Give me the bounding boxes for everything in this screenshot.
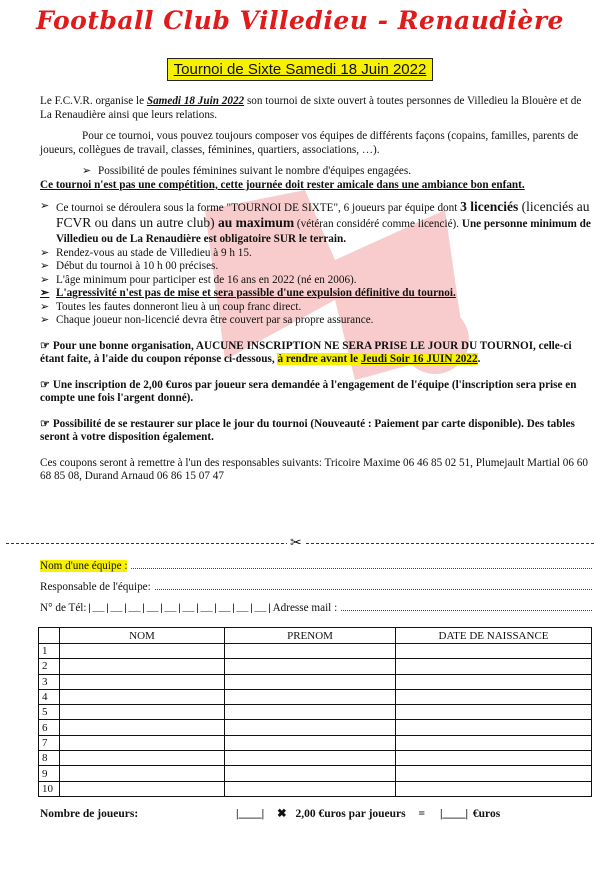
manager-row (40, 578, 592, 599)
table-row: 3 (39, 674, 592, 689)
arrow-bullet-icon: ➢ (40, 287, 50, 299)
club-title: Football Club Villedieu - Renaudière (36, 6, 564, 35)
player-count-field[interactable]: |____| (236, 808, 265, 820)
intro-paragraph: Le F.C.V.R. organise le Samedi 18 Juin 2022 son tournoi de sixte ouvert à toutes personnes de Villedieu la Blouère et de La Renaudière ainsi que leurs relations. (40, 95, 582, 121)
table-row: 5 (39, 705, 592, 720)
table-row: 4 (39, 689, 592, 704)
arrow-bullet-icon: ➢ (82, 165, 92, 177)
table-header-row (39, 628, 592, 644)
friendly-statement: Ce tournoi n'est pas une compétition, cette journée doit rester amicale dans une ambiance bon enfant. (40, 178, 525, 191)
fee-note: ☞ Une inscription de 2,00 €uros par joueur sera demandée à l'engagement de l'équipe (l'inscription sera prise en compte une fois l'argent donné). (40, 378, 577, 404)
column-header-date: DATE DE NAISSANCE (396, 628, 592, 644)
total-amount-field[interactable]: |____| (439, 808, 469, 820)
rule-item: ➢ Rendez-vous au stade de Villedieu à 9 h 15. (40, 246, 252, 259)
tournament-subtitle: Tournoi de Sixte Samedi 18 Juin 2022 (167, 58, 434, 81)
hand-pointer-icon: ☞ (40, 339, 53, 352)
totals-row (40, 806, 592, 820)
arrow-bullet-icon: ➢ (40, 260, 50, 272)
womens-pools-note: ➢ Possibilité de poules féminines suivant le nombre d'équipes engagées. (82, 165, 412, 177)
document-body (40, 95, 592, 492)
arrow-bullet-icon: ➢ (40, 246, 50, 259)
team-name-field[interactable] (131, 557, 592, 569)
currency-label: €uros (472, 808, 501, 820)
phone-field[interactable]: |__|__|__|__|__|__|__|__|__|__| (86, 604, 273, 615)
rule-item: ➢ Ce tournoi se déroulera sous la forme "TOURNOI DE SIXTE", 6 joueurs par équipe dont 3 licenciés (licenciés au FCVR ou dans un autre club) au maximum (vétéran considéré comme licencié). Une personne minimum de Villedieu ou de La Renaudière est obligatoire SUR le terrain. (40, 199, 591, 245)
rule-item: ➢ Chaque joueur non-licencié devra être couvert par sa propre assurance. (40, 314, 374, 326)
multiply-icon: ✖ (277, 808, 287, 820)
table-row: 1 (39, 644, 592, 659)
table-row: 6 (39, 720, 592, 735)
team-name-row (40, 557, 592, 578)
registration-coupon (40, 557, 592, 620)
arrow-bullet-icon: ➢ (40, 200, 50, 212)
manager-field[interactable] (155, 578, 592, 590)
equals-sign: = (418, 808, 426, 820)
hand-pointer-icon: ☞ (40, 417, 53, 430)
rule-item: ➢ Début du tournoi à 10 h 00 précises. (40, 260, 219, 272)
table-row: 2 (39, 659, 592, 674)
column-header-prenom: PRENOM (225, 628, 396, 644)
arrow-bullet-icon: ➢ (40, 314, 50, 326)
email-label: Adresse mail : (272, 602, 338, 614)
manager-label: Responsable de l'équipe: (40, 581, 151, 593)
registration-note: ☞ Pour une bonne organisation, AUCUNE INSCRIPTION NE SERA PRISE LE JOUR DU TOURNOI, celle-ci étant faite, à l'aide du coupon réponse ci-dessous, à rendre avant le Jeudi Soir 16 JUIN 2022. (40, 339, 572, 365)
scissors-icon: ✂ (287, 535, 305, 552)
table-row: 8 (39, 751, 592, 766)
event-date: Samedi 18 Juin 2022 (146, 95, 245, 107)
hand-pointer-icon: ☞ (40, 378, 53, 391)
table-row: 10 (39, 781, 592, 796)
cut-line (0, 537, 600, 551)
phone-label: N° de Tél: (40, 602, 87, 614)
team-name-label: Nom d'une équipe : (40, 560, 128, 572)
email-field[interactable] (341, 599, 592, 611)
column-header-nom: NOM (60, 628, 225, 644)
phone-row (40, 599, 592, 620)
rule-item: ➢ Toutes les fautes donneront lieu à un coup franc direct. (40, 300, 302, 313)
teams-paragraph: Pour ce tournoi, vous pouvez toujours composer vos équipes de différents façons (copains, familles, parents de joueurs, collègues de travail, classes, féminines, quartiers, associations, …). (40, 130, 579, 156)
players-table (38, 627, 592, 797)
table-row: 7 (39, 735, 592, 750)
arrow-bullet-icon: ➢ (40, 273, 50, 286)
contacts-note: Ces coupons seront à remettre à l'un des responsables suivants: Tricoire Maxime 06 46 85 02 51, Plumejault Martial 06 60 68 85 08, Durand Arnaud 06 86 15 07 47 (40, 456, 588, 482)
arrow-bullet-icon: ➢ (40, 300, 50, 313)
price-per-player: 2,00 €uros par joueurs (295, 808, 406, 820)
player-count-label: Nombre de joueurs: (40, 808, 139, 820)
rules-list (40, 200, 592, 328)
rule-item: ➢ L'âge minimum pour participer est de 16 ans en 2022 (né en 2006). (40, 273, 357, 286)
table-row: 9 (39, 766, 592, 781)
food-note: ☞ Possibilité de se restaurer sur place le jour du tournoi (Nouveauté : Paiement par carte disponible). Des tables seront à votre disposition également. (40, 417, 575, 443)
rule-item: ➢ L'agressivité n'est pas de mise et sera passible d'une expulsion définitive du tournoi. (40, 287, 456, 299)
